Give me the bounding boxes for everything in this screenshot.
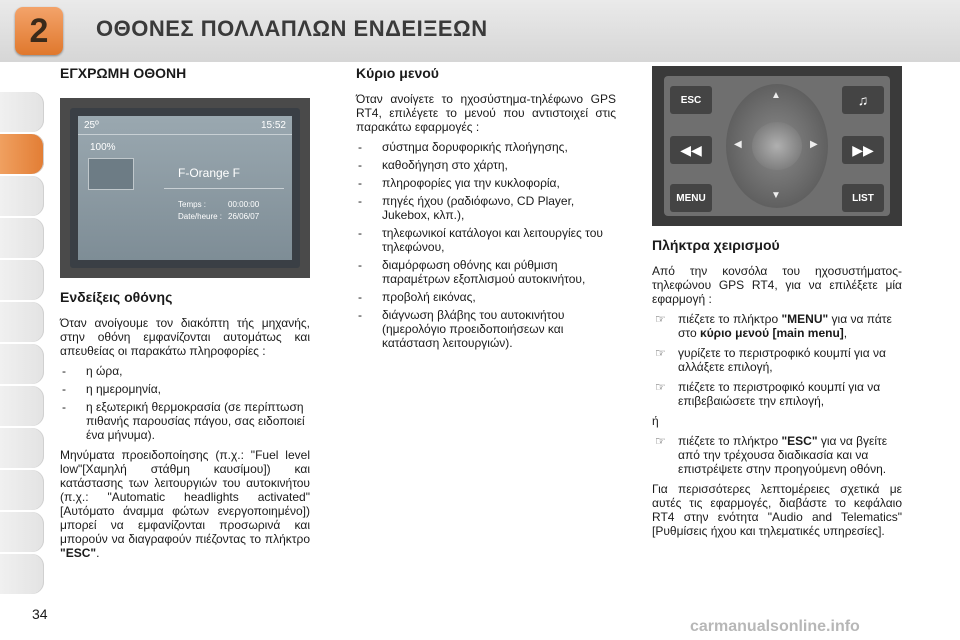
chapter-tab[interactable]	[0, 344, 44, 384]
punctuation: .	[96, 546, 100, 560]
volume-readout: 100%	[90, 142, 116, 153]
left-column-body	[60, 290, 310, 566]
chapter-tab[interactable]	[0, 176, 44, 216]
chapter-tab[interactable]	[0, 302, 44, 342]
step-text: γυρίζετε το περιστροφικό κουμπί για να αλλάξετε επιλογή,	[678, 346, 886, 374]
info-value: 26/06/07	[228, 212, 260, 221]
list-item: - σύστημα δορυφορικής πλοήγησης,	[356, 140, 616, 154]
step-text: πιέζετε το περιστροφικό κουμπί για να επιβεβαιώσετε την επιλογή,	[678, 380, 881, 408]
step-text: για να πάτε στο	[678, 312, 892, 340]
step-text: πιέζετε το πλήκτρο	[678, 434, 779, 448]
page-header	[0, 0, 960, 62]
chapter-badge: 2	[15, 7, 63, 55]
chapter-tab[interactable]	[0, 470, 44, 510]
paragraph	[60, 448, 310, 560]
or-separator: ή	[652, 414, 659, 428]
rewind-button[interactable]: ◀◀	[670, 136, 712, 164]
chapter-tab[interactable]	[0, 512, 44, 552]
arrow-down-icon: ▼	[771, 190, 781, 201]
fast-forward-button[interactable]: ▶▶	[842, 136, 884, 164]
list-item: - πηγές ήχου (ραδιόφωνο, CD Player, Jukebox, κλπ.),	[356, 194, 616, 222]
chapter-tab[interactable]	[0, 260, 44, 300]
list-button[interactable]: LIST	[842, 184, 884, 212]
menu-list	[356, 140, 616, 350]
step-text: για να βγείτε από την τρέχουσα διαδικασία και να επιστρέψετε στην προηγούμενη οθόνη.	[678, 434, 888, 476]
color-screen-photo	[60, 98, 310, 278]
info-value: 00:00:00	[228, 200, 260, 209]
step-item	[652, 434, 902, 476]
list-item: - τηλεφωνικοί κατάλογοι και λειτουργίες του τηλεφώνου,	[356, 226, 616, 254]
key-menu: "MENU"	[781, 312, 829, 326]
list-item: - προβολή εικόνας,	[356, 290, 616, 304]
section-title: ΕΓΧΡΩΜΗ ΟΘΟΝΗ	[60, 65, 187, 81]
paragraph: Όταν ανοίγουμε τον διακόπτη τής μηχανής, στην οθόνη εμφανίζονται αυτομάτως και απευθείας οι παρακάτω πληροφορίες :	[60, 316, 310, 358]
key-esc: "ESC"	[60, 546, 97, 560]
section-title: Κύριο μενού	[356, 65, 439, 81]
middle-column	[356, 66, 616, 356]
page-number: 34	[32, 606, 48, 622]
chapter-tab[interactable]	[0, 428, 44, 468]
step-text: πιέζετε το πλήκτρο	[678, 312, 779, 326]
pointing-hand-icon: ☞	[655, 434, 666, 448]
punctuation: ,	[843, 326, 848, 340]
paragraph: Για περισσότερες λεπτομέρειες σχετικά με αυτές τις εφαρμογές, διαβάστε το κεφάλαιο RT4 στην ενότητα "Audio and Telematics" [Ρυθμίσεις ήχου και τηλεματικές υπηρεσίες].	[652, 482, 902, 538]
step-item	[652, 380, 902, 408]
display-items-list	[60, 364, 310, 442]
paragraph: Όταν ανοίγετε το ηχοσύστημα-τηλέφωνο GPS RT4, επιλέγετε το μενού που αντιστοιχεί στις παρακάτω εφαρμογές :	[356, 92, 616, 134]
list-item: - πληροφορίες για την κυκλοφορία,	[356, 176, 616, 190]
arrow-right-icon: ▶	[810, 139, 818, 150]
paragraph: Από την κονσόλα του ηχοσυστήματος-τηλεφώνου GPS RT4, για να επιλέξετε μία εφαρμογή :	[652, 264, 902, 306]
note-text: Μηνύματα προειδοποίησης (π.χ.: "Fuel level low"[Χαμηλή στάθμη καυσίμου]) και κατάστασης των λειτουργιών του αυτοκινήτου (π.χ.: "Automatic headlights activated"[Αυτόματο άναμμα φώτων ενεργοποιημένο]) μπορεί να εμφανίζονται προσωρινά και μπορούν να διαγραφούν πιέζοντας το πλήκτρο	[60, 448, 310, 546]
main-menu-label: κύριο μενού [main menu]	[700, 326, 844, 340]
section-subtitle: Ενδείξεις οθόνης	[60, 289, 173, 305]
watermark: carmanualsonline.info	[690, 618, 860, 635]
clock-readout: 15:52	[260, 120, 286, 131]
list-item: - καθοδήγηση στο χάρτη,	[356, 158, 616, 172]
esc-button[interactable]: ESC	[670, 86, 712, 114]
info-label: Date/heure :	[178, 212, 223, 221]
step-item	[652, 312, 902, 340]
control-panel-photo	[652, 66, 902, 226]
steps-list	[652, 434, 902, 476]
list-item: - διάγνωση βλάβης του αυτοκινήτου (ημερολόγιο προειδοποιήσεων και κατάσταση λειτουργιών).	[356, 308, 616, 350]
divider	[78, 134, 292, 135]
pointing-hand-icon: ☞	[655, 380, 666, 394]
pointing-hand-icon: ☞	[655, 346, 666, 360]
right-column	[652, 238, 902, 544]
arrow-left-icon: ◀	[734, 139, 742, 150]
radio-icon	[88, 158, 134, 190]
chapter-tab-active[interactable]	[0, 134, 44, 174]
steps-list	[652, 312, 902, 408]
rotary-knob[interactable]	[752, 122, 802, 170]
section-title: Πλήκτρα χειρισμού	[652, 237, 780, 253]
arrow-up-icon: ▲	[771, 90, 781, 101]
chapter-tab[interactable]	[0, 218, 44, 258]
divider	[164, 188, 284, 189]
menu-button[interactable]: MENU	[670, 184, 712, 212]
chapter-tab[interactable]	[0, 554, 44, 594]
chapter-tab[interactable]	[0, 92, 44, 132]
left-column	[60, 66, 310, 92]
temperature-readout: 25º	[84, 120, 99, 131]
chapter-title: ΟΘΟΝΕΣ ΠΟΛΛΑΠΛΩΝ ΕΝΔΕΙΞΕΩΝ	[96, 16, 488, 41]
step-item	[652, 346, 902, 374]
panel-face	[664, 76, 890, 216]
key-esc: "ESC"	[781, 434, 818, 448]
list-item: - η ώρα,	[60, 364, 310, 378]
list-item: - διαμόρφωση οθόνης και ρύθμιση παραμέτρων εξοπλισμού αυτοκινήτου,	[356, 258, 616, 286]
screen-bezel	[70, 108, 300, 268]
station-name: F-Orange F	[178, 166, 241, 180]
pointing-hand-icon: ☞	[655, 312, 666, 326]
music-note-icon[interactable]: ♫	[842, 86, 884, 114]
list-item: - η ημερομηνία,	[60, 382, 310, 396]
chapter-tabs	[0, 92, 44, 596]
chapter-tab[interactable]	[0, 386, 44, 426]
list-item: - η εξωτερική θερμοκρασία (σε περίπτωση πιθανής παρουσίας πάγου, σας ειδοποιεί ένα μήνυμα).	[60, 400, 310, 442]
display-area	[78, 116, 292, 260]
directional-pad[interactable]	[726, 84, 828, 208]
info-label: Temps :	[178, 200, 207, 209]
